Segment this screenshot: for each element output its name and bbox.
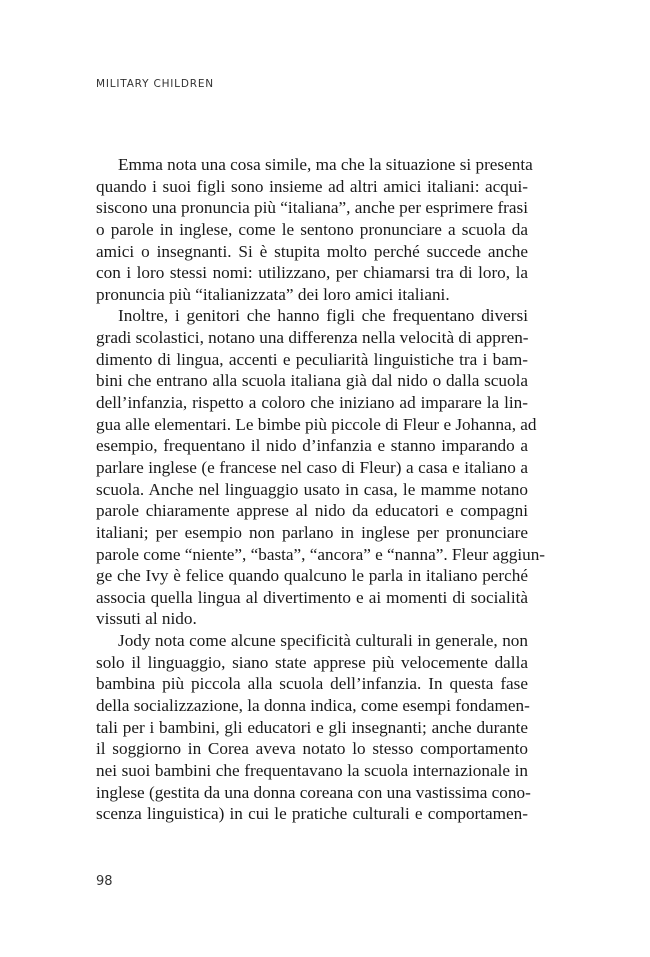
text-line: pronuncia più “italianizzata” dei loro amici italiani. (96, 284, 450, 304)
text-line: Emma nota una cosa simile, ma che la situazione si presenta (118, 155, 533, 174)
text-line: siscono una pronuncia più “italiana”, anche per esprimere frasi (96, 198, 528, 218)
text-line: scuola. Anche nel linguaggio usato in casa, le mamme notano (96, 479, 528, 499)
text-line: associa quella lingua al divertimento e ai momenti di socialità (96, 587, 528, 607)
text-line: parole come “niente”, “basta”, “ancora” e “nanna”. Fleur aggiun- (96, 544, 546, 564)
text-line: con i loro stessi nomi: utilizzano, per chiamarsi tra di loro, la (96, 263, 528, 283)
text-line: ge che Ivy è felice quando qualcuno le parla in italiano perché (96, 566, 528, 586)
page-number: 98 (96, 874, 113, 889)
text-line: il soggiorno in Corea aveva notato lo stesso comportamento (96, 739, 528, 759)
text-line: Jody nota come alcune specificità culturali in generale, non (118, 631, 528, 651)
text-line: Inoltre, i genitori che hanno figli che frequentano diversi (118, 306, 528, 326)
text-line: nei suoi bambini che frequentavano la scuola internazionale in (96, 760, 528, 780)
text-line: scenza linguistica) in cui le pratiche culturali e comportamen- (96, 804, 528, 824)
text-line: solo il linguaggio, siano state apprese più velocemente dalla (96, 652, 528, 672)
body-text (96, 154, 546, 825)
text-line: bini che entrano alla scuola italiana già dal nido o dalla scuola (96, 371, 528, 391)
text-line: della socializzazione, la donna indica, come esempi fondamen- (96, 696, 530, 716)
text-line: vissuti al nido. (96, 609, 197, 629)
text-line: o parole in inglese, come le sentono pronunciare a scuola da (96, 219, 528, 239)
text-line: gradi scolastici, notano una differenza nella velocità di appren- (96, 328, 529, 348)
text-line: quando i suoi figli sono insieme ad altri amici italiani: acqui- (96, 176, 528, 196)
text-line: parole chiaramente apprese al nido da educatori e compagni (96, 501, 528, 521)
text-line: parlare inglese (e francese nel caso di Fleur) a casa e italiano a (96, 457, 528, 477)
text-line: gua alle elementari. Le bimbe più piccole di Fleur e Johanna, ad (96, 414, 537, 434)
text-line: bambina più piccola alla scuola dell’infanzia. In questa fase (96, 674, 528, 694)
text-line: dimento di lingua, accenti e peculiarità linguistiche tra i bam- (96, 349, 528, 369)
text-line: tali per i bambini, gli educatori e gli insegnanti; anche durante (96, 717, 528, 737)
running-head: MILITARY CHILDREN (96, 78, 214, 90)
text-line: amici o insegnanti. Si è stupita molto perché succede anche (96, 241, 528, 261)
text-line: italiani; per esempio non parlano in inglese per pronunciare (96, 522, 528, 542)
text-line: esempio, frequentano il nido d’infanzia e stanno imparando a (96, 436, 528, 456)
text-line: dell’infanzia, rispetto a coloro che iniziano ad imparare la lin- (96, 393, 528, 413)
text-line: inglese (gestita da una donna coreana con una vastissima cono- (96, 782, 531, 802)
